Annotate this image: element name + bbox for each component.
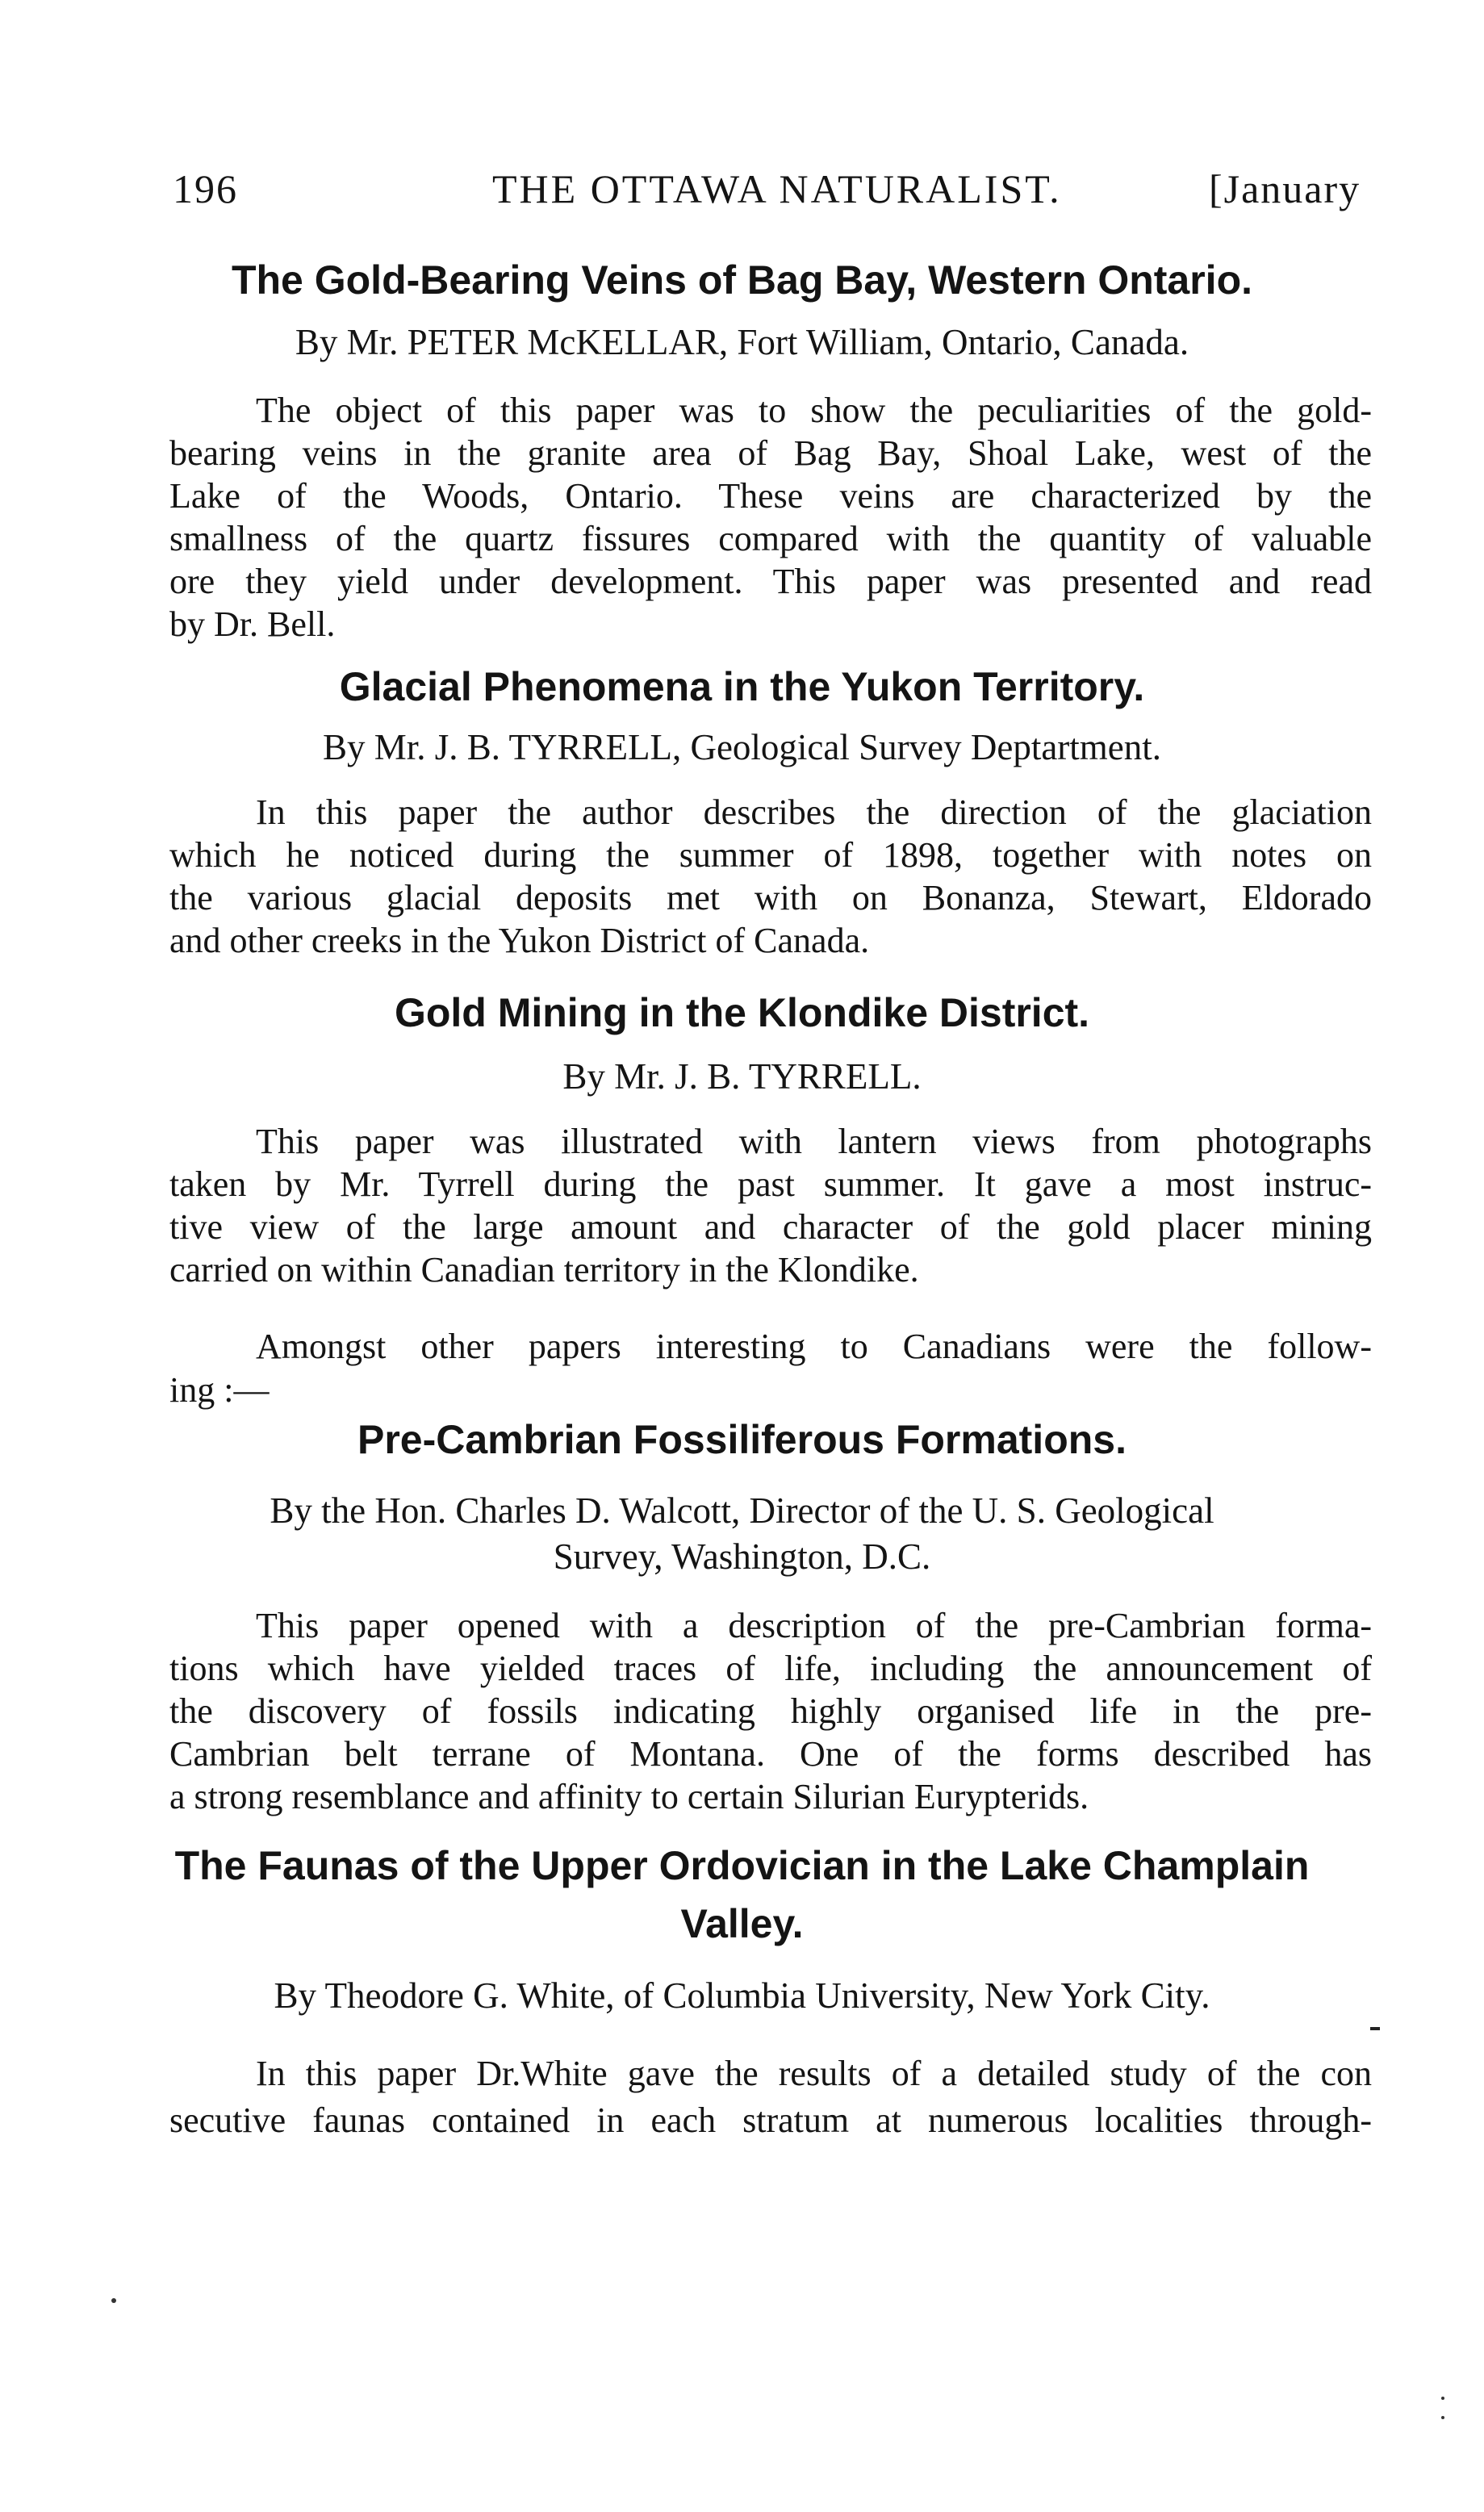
specks <box>1441 2397 1444 2400</box>
paragraph-line: secutive faunas contained in each stratum at numerous localities through- <box>169 2100 1372 2140</box>
paragraph-line: tive view of the large amount and character of the gold placer mining <box>169 1207 1372 1247</box>
running-head-month: [January <box>1209 166 1361 211</box>
page-number: 196 <box>173 166 238 211</box>
section-byline: By Mr. J. B. TYRRELL, Geological Survey Deptartment. <box>322 727 1162 767</box>
section-title: The Gold-Bearing Veins of Bag Bay, Western Ontario. <box>231 257 1253 303</box>
margin-mark <box>1370 2027 1380 2030</box>
paragraph-line: the discovery of fossils indicating highly organised life in the pre- <box>169 1691 1372 1731</box>
section-title: Glacial Phenomena in the Yukon Territory. <box>339 664 1145 709</box>
paragraph-line: In this paper Dr.White gave the results of a detailed study of the con <box>256 2054 1372 2093</box>
paragraph-line: Cambrian belt terrane of Montana. One of the forms described has <box>169 1734 1372 1774</box>
paragraph-line: smallness of the quartz fissures compared with the quantity of valuable <box>169 519 1372 558</box>
section-byline: By Mr. PETER McKELLAR, Fort William, Ontario, Canada. <box>295 322 1189 362</box>
section-title: Pre-Cambrian Fossiliferous Formations. <box>357 1417 1127 1462</box>
paragraph-line: The object of this paper was to show the peculiarities of the gold- <box>256 391 1372 430</box>
paragraph-line: taken by Mr. Tyrrell during the past summer. It gave a most instruc- <box>169 1164 1372 1204</box>
paragraph-line: carried on within Canadian territory in the Klondike. <box>169 1250 919 1289</box>
section-title: Gold Mining in the Klondike District. <box>394 990 1090 1035</box>
paragraph-line: ore they yield under development. This paper was presented and read <box>169 562 1372 601</box>
section-byline: By Mr. J. B. TYRRELL. <box>562 1056 922 1097</box>
paragraph-line: which he noticed during the summer of 1898, together with notes on <box>169 835 1372 875</box>
paragraph-line: Lake of the Woods, Ontario. These veins are characterized by the <box>169 476 1372 516</box>
paragraph-line: the various glacial deposits met with on Bonanza, Stewart, Eldorado <box>169 878 1372 917</box>
paragraph-line: In this paper the author describes the direction of the glaciation <box>256 792 1372 832</box>
paragraph-line: This paper opened with a description of the pre-Cambrian forma- <box>256 1606 1372 1645</box>
paragraph-line: bearing veins in the granite area of Bag Bay, Shoal Lake, west of the <box>169 433 1372 473</box>
paragraph-line: and other creeks in the Yukon District of Canada. <box>169 921 870 960</box>
running-head: THE OTTAWA NATURALIST. <box>492 166 1062 211</box>
paragraph-line: ing :— <box>169 1370 270 1410</box>
paragraph-line: a strong resemblance and affinity to certain Silurian Eurypterids. <box>169 1777 1089 1816</box>
section-byline: Survey, Washington, D.C. <box>553 1536 931 1577</box>
specks <box>111 2298 116 2303</box>
section-byline: By the Hon. Charles D. Walcott, Director of the U. S. Geological <box>270 1490 1214 1531</box>
paragraph-line: Amongst other papers interesting to Canadians were the follow- <box>256 1327 1372 1366</box>
paragraph-line: This paper was illustrated with lantern views from photographs <box>256 1122 1372 1161</box>
paragraph-line: by Dr. Bell. <box>169 604 336 644</box>
section-title: The Faunas of the Upper Ordovician in the Lake Champlain <box>174 1843 1310 1888</box>
specks <box>1441 2416 1444 2419</box>
section-byline: By Theodore G. White, of Columbia University, New York City. <box>274 1975 1210 2016</box>
paragraph-line: tions which have yielded traces of life, including the announcement of <box>169 1649 1372 1688</box>
section-title: Valley. <box>680 1901 804 1946</box>
